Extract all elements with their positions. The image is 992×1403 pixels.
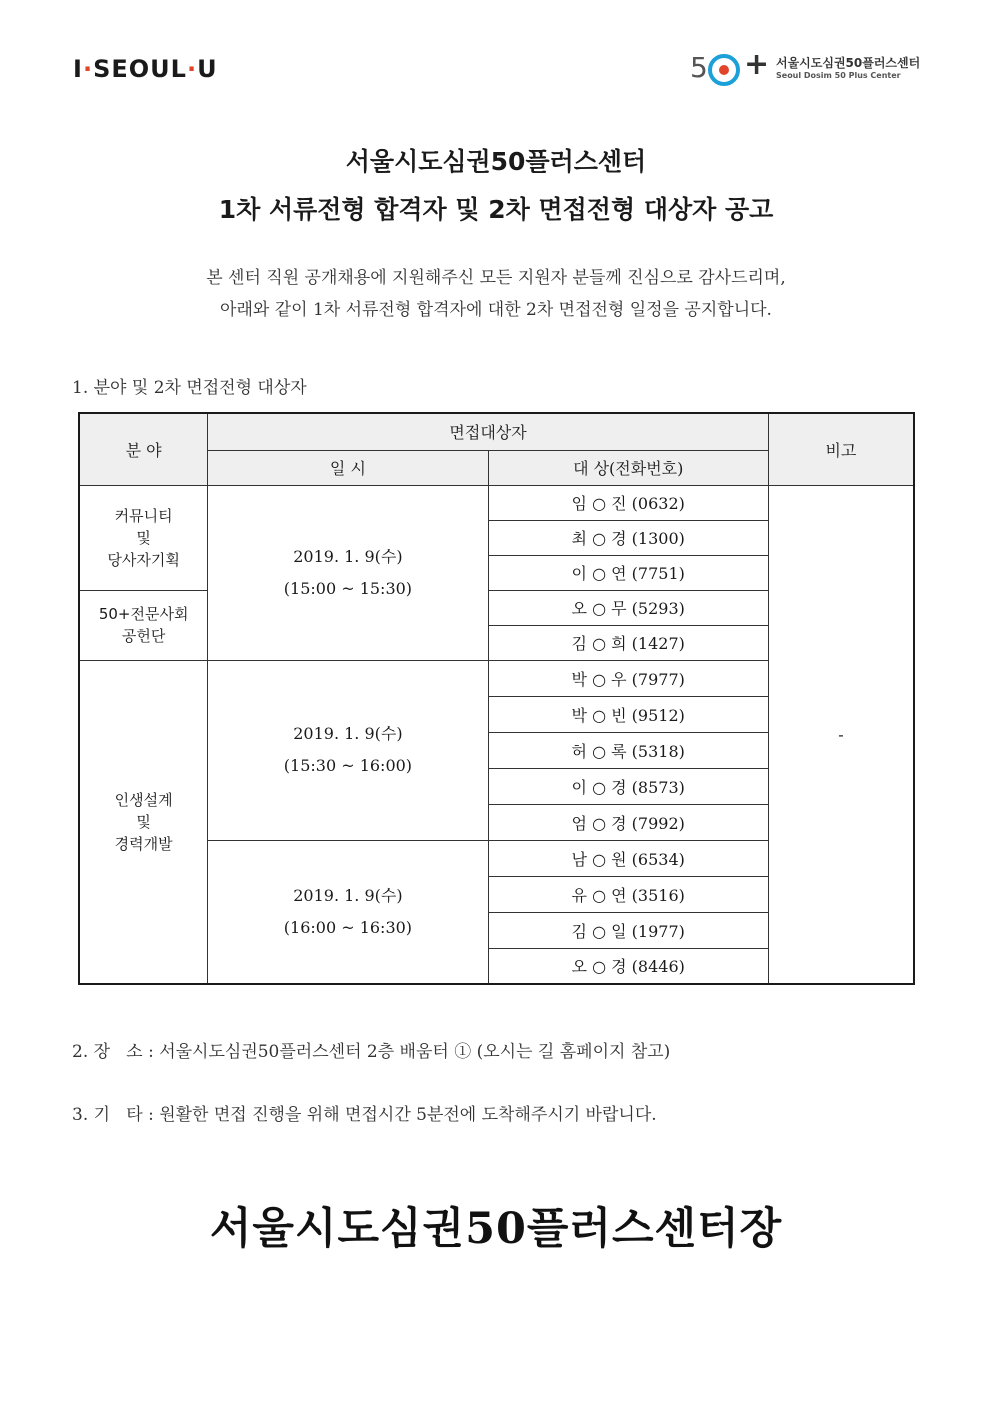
logo-text-i: I — [73, 55, 83, 83]
logo-dot-2: · — [186, 55, 198, 83]
field-life-line-1: 인생설계 — [114, 790, 173, 809]
candidate-cell: 박 ○ 우 (7977) — [488, 660, 768, 696]
interview-schedule-table — [78, 412, 915, 985]
slot-2-date: 2019. 1. 9(수) — [293, 724, 403, 743]
logo-text-u: U — [197, 55, 218, 83]
slot-3-time: (16:00 ~ 16:30) — [283, 917, 413, 937]
seoul-logo — [73, 55, 218, 83]
candidate-cell: 임 ○ 진 (0632) — [488, 485, 768, 520]
field-life-line-3: 경력개발 — [114, 834, 173, 853]
candidate-cell: 최 ○ 경 (1300) — [488, 520, 768, 555]
field-life-career — [79, 660, 208, 984]
table-row — [79, 485, 914, 520]
candidate-cell: 허 ○ 록 (5318) — [488, 732, 768, 768]
header-note: 비고 — [768, 413, 914, 485]
slot-1-time: (15:00 ~ 15:30) — [283, 578, 413, 598]
center-logo — [690, 47, 930, 90]
etc-line: 3. 기 타 : 원활한 면접 진행을 위해 면접시간 5분전에 도착해주시기 바랍니다. — [72, 1105, 657, 1125]
slot-1-datetime — [208, 485, 488, 660]
field-social-line-2: 공헌단 — [121, 627, 166, 645]
center-logo-plus: + — [744, 47, 770, 82]
field-social-contribution — [79, 590, 208, 660]
candidate-cell: 이 ○ 연 (7751) — [488, 555, 768, 590]
center-logo-ring-icon — [706, 53, 742, 89]
field-community-line-2: 및 — [136, 528, 151, 547]
candidate-cell: 박 ○ 빈 (9512) — [488, 696, 768, 732]
slot-2-datetime — [208, 660, 488, 840]
field-social-line-1: 50+전문사회 — [98, 605, 189, 623]
field-community — [79, 485, 208, 590]
field-life-line-2: 및 — [136, 812, 151, 831]
candidate-cell: 남 ○ 원 (6534) — [488, 840, 768, 876]
slot-1-date: 2019. 1. 9(수) — [293, 546, 403, 566]
candidate-cell: 유 ○ 연 (3516) — [488, 876, 768, 912]
header-field: 분 야 — [79, 413, 208, 485]
intro-line-1: 본 센터 직원 공개채용에 지원해주신 모든 지원자 분들께 진심으로 감사드리며, — [206, 268, 786, 288]
field-community-line-1: 커뮤니티 — [114, 506, 173, 525]
candidate-cell: 오 ○ 경 (8446) — [488, 948, 768, 984]
center-logo-name-ko: 서울시도심권50플러스센터 — [776, 56, 921, 70]
header-datetime: 일 시 — [208, 450, 488, 485]
candidate-cell: 김 ○ 일 (1977) — [488, 912, 768, 948]
title-line-2: 1차 서류전형 합격자 및 2차 면접전형 대상자 공고 — [218, 195, 774, 224]
intro-line-2: 아래와 같이 1차 서류전형 합격자에 대한 2차 면접전형 일정을 공지합니다. — [220, 300, 772, 320]
candidate-cell: 오 ○ 무 (5293) — [488, 590, 768, 625]
slot-2-time: (15:30 ~ 16:00) — [283, 756, 413, 775]
signature: 서울시도심권50플러스센터장 — [209, 1204, 783, 1254]
candidate-cell: 김 ○ 희 (1427) — [488, 625, 768, 660]
center-logo-name-en: Seoul Dosim 50 Plus Center — [776, 71, 901, 80]
center-logo-number: 5 — [690, 51, 708, 84]
slot-3-datetime — [208, 840, 488, 984]
table-header-row-1 — [79, 413, 914, 450]
field-community-line-3: 당사자기획 — [107, 550, 180, 569]
header-interview-targets: 면접대상자 — [208, 413, 769, 450]
section-1-heading: 1. 분야 및 2차 면접전형 대상자 — [72, 378, 307, 398]
candidate-cell: 엄 ○ 경 (7992) — [488, 804, 768, 840]
candidate-cell: 이 ○ 경 (8573) — [488, 768, 768, 804]
logo-dot-1: · — [82, 55, 94, 83]
slot-3-date: 2019. 1. 9(수) — [293, 885, 403, 905]
logo-text-seoul: SEOUL — [93, 55, 187, 83]
header-target: 대 상(전화번호) — [488, 450, 768, 485]
title-line-1: 서울시도심권50플러스센터 — [345, 147, 647, 176]
note-cell: - — [768, 485, 914, 984]
place-line: 2. 장 소 : 서울시도심권50플러스센터 2층 배움터 ① (오시는 길 홈페이지 참고) — [72, 1042, 671, 1062]
